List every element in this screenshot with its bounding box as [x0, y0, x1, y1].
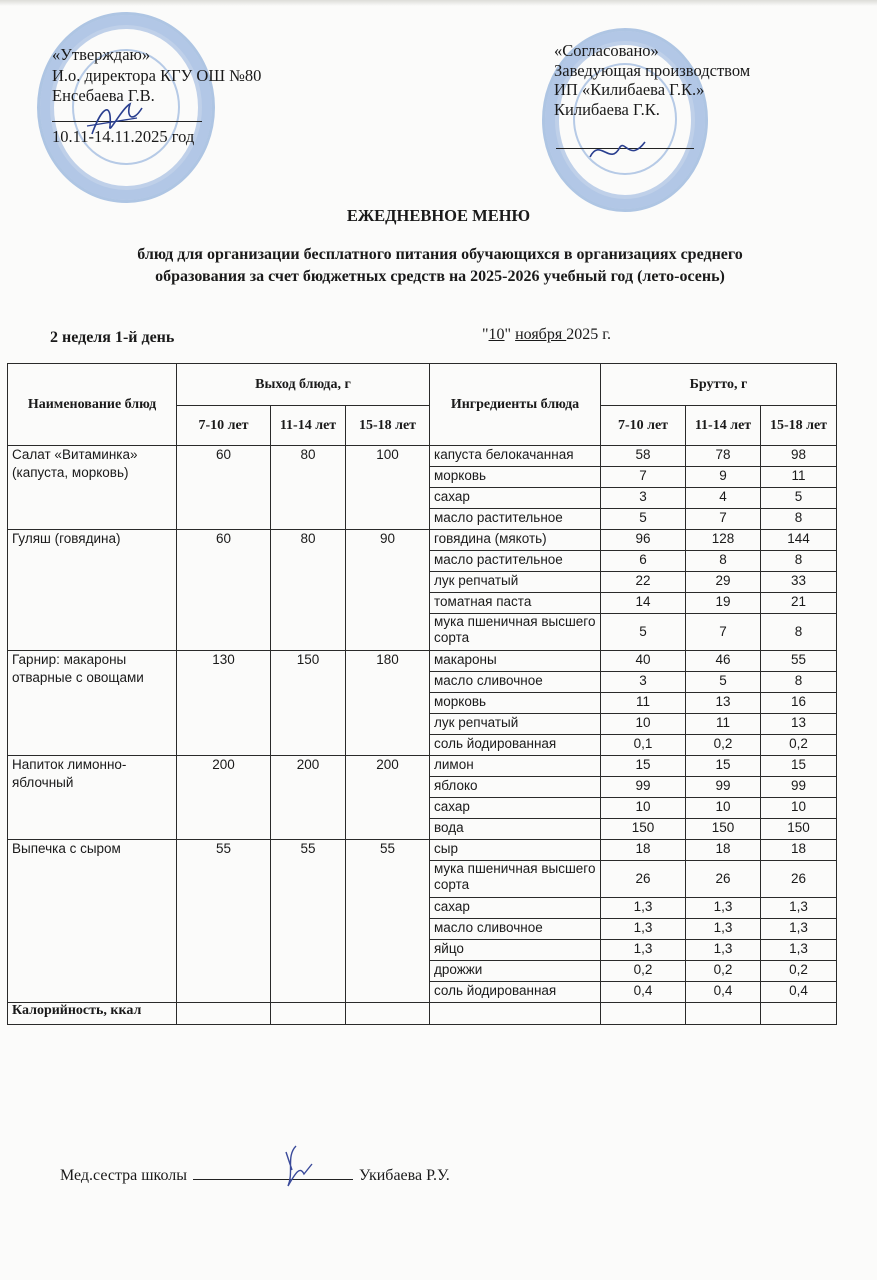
ingredient-name: дрожжи — [430, 961, 601, 982]
ingredient-gross: 99 — [761, 777, 837, 798]
subtitle-line-1: блюд для организации бесплатного питания обучающихся в организациях среднего — [137, 246, 743, 263]
dish-yield: 60 — [177, 446, 271, 530]
ingredient-name: масло растительное — [430, 551, 601, 572]
calories-cell — [430, 1003, 601, 1025]
ingredient-gross: 21 — [761, 593, 837, 614]
calories-cell — [686, 1003, 761, 1025]
ingredient-gross: 5 — [601, 509, 686, 530]
ingredient-gross: 14 — [601, 593, 686, 614]
ingredient-gross: 19 — [686, 593, 761, 614]
calories-cell — [177, 1003, 271, 1025]
ingredient-gross: 150 — [761, 819, 837, 840]
ingredient-gross: 13 — [761, 714, 837, 735]
col-yield-age-2: 11-14 лет — [271, 406, 346, 446]
ingredient-gross: 29 — [686, 572, 761, 593]
manager-signature-icon — [585, 132, 655, 172]
col-gross-age-1: 7-10 лет — [601, 406, 686, 446]
col-gross-age-3: 15-18 лет — [761, 406, 837, 446]
ingredient-gross: 150 — [601, 819, 686, 840]
ingredient-name: яблоко — [430, 777, 601, 798]
ingredient-name: масло растительное — [430, 509, 601, 530]
ingredient-name: соль йодированная — [430, 982, 601, 1003]
nurse-signature-icon — [278, 1142, 318, 1192]
dish-yield: 90 — [346, 530, 430, 651]
ingredient-gross: 1,3 — [601, 898, 686, 919]
ingredient-gross: 46 — [686, 651, 761, 672]
ingredient-gross: 5 — [761, 488, 837, 509]
subtitle-line-2: образования за счет бюджетных средств на 2025-2026 учебный год (лето-осень) — [155, 268, 725, 285]
ingredient-gross: 7 — [686, 509, 761, 530]
calories-cell — [346, 1003, 430, 1025]
ingredient-gross: 11 — [761, 467, 837, 488]
ingredient-gross: 0,4 — [601, 982, 686, 1003]
calories-cell — [601, 1003, 686, 1025]
table-row — [8, 840, 837, 861]
menu-table — [7, 363, 837, 1025]
ingredient-gross: 78 — [686, 446, 761, 467]
agreed-name: Килибаева Г.К. — [554, 99, 660, 119]
ingredient-gross: 7 — [601, 467, 686, 488]
ingredient-gross: 26 — [761, 861, 837, 898]
dish-name: Выпечка с сыром — [8, 840, 177, 1003]
ingredient-gross: 8 — [761, 509, 837, 530]
ingredient-gross: 0,2 — [761, 961, 837, 982]
ingredient-gross: 13 — [686, 693, 761, 714]
ingredient-gross: 1,3 — [686, 940, 761, 961]
calories-row — [8, 1003, 837, 1025]
ingredient-gross: 18 — [761, 840, 837, 861]
calories-cell — [761, 1003, 837, 1025]
ingredient-gross: 22 — [601, 572, 686, 593]
approve-name: Енсебаева Г.В. — [52, 86, 155, 105]
ingredient-gross: 5 — [686, 672, 761, 693]
ingredient-name: лук репчатый — [430, 572, 601, 593]
date-month: ноября — [515, 326, 567, 343]
dish-name: Напиток лимонно-яблочный — [8, 756, 177, 840]
ingredient-gross: 0,2 — [686, 735, 761, 756]
ingredient-gross: 9 — [686, 467, 761, 488]
ingredient-name: соль йодированная — [430, 735, 601, 756]
ingredient-gross: 58 — [601, 446, 686, 467]
page-top-edge — [0, 0, 877, 6]
page-title: ЕЖЕДНЕВНОЕ МЕНЮ — [346, 206, 531, 225]
nurse-role: Мед.сестра школы — [60, 1167, 188, 1184]
ingredient-gross: 18 — [686, 840, 761, 861]
ingredient-gross: 1,3 — [686, 919, 761, 940]
ingredient-name: масло сливочное — [430, 919, 601, 940]
ingredient-gross: 10 — [601, 714, 686, 735]
ingredient-gross: 15 — [686, 756, 761, 777]
dish-yield: 180 — [346, 651, 430, 756]
nurse-name: Укибаева Р.У. — [359, 1167, 450, 1184]
ingredient-name: морковь — [430, 467, 601, 488]
ingredient-name: морковь — [430, 693, 601, 714]
ingredient-gross: 7 — [686, 614, 761, 651]
agreed-label: «Согласовано» — [554, 41, 659, 60]
menu-date: "10" ноября 2025 г. — [482, 326, 611, 343]
ingredient-gross: 1,3 — [761, 898, 837, 919]
ingredient-name: сахар — [430, 488, 601, 509]
ingredient-gross: 1,3 — [601, 940, 686, 961]
ingredient-name: сахар — [430, 898, 601, 919]
ingredient-gross: 3 — [601, 488, 686, 509]
director-signature-icon — [82, 96, 152, 141]
ingredient-gross: 6 — [601, 551, 686, 572]
col-ingredients: Ингредиенты блюда — [430, 364, 601, 446]
ingredient-name: томатная паста — [430, 593, 601, 614]
dish-yield: 60 — [177, 530, 271, 651]
page-subtitle — [40, 244, 840, 288]
ingredient-gross: 144 — [761, 530, 837, 551]
ingredient-gross: 0,2 — [686, 961, 761, 982]
ingredient-gross: 8 — [761, 614, 837, 651]
ingredient-gross: 128 — [686, 530, 761, 551]
ingredient-gross: 1,3 — [761, 919, 837, 940]
ingredient-gross: 26 — [601, 861, 686, 898]
col-gross-age-2: 11-14 лет — [686, 406, 761, 446]
ingredient-name: сыр — [430, 840, 601, 861]
dish-yield: 80 — [271, 446, 346, 530]
dish-yield: 55 — [177, 840, 271, 1003]
ingredient-gross: 18 — [601, 840, 686, 861]
ingredient-gross: 99 — [686, 777, 761, 798]
ingredient-gross: 8 — [761, 551, 837, 572]
ingredient-gross: 0,1 — [601, 735, 686, 756]
agreed-position: Заведующая производством — [554, 60, 751, 80]
ingredient-gross: 0,2 — [601, 961, 686, 982]
ingredient-gross: 99 — [601, 777, 686, 798]
ingredient-name: говядина (мякоть) — [430, 530, 601, 551]
table-row — [8, 530, 837, 551]
ingredient-name: лук репчатый — [430, 714, 601, 735]
ingredient-gross: 15 — [601, 756, 686, 777]
approve-label: «Утверждаю» — [52, 45, 151, 64]
ingredient-name: сахар — [430, 798, 601, 819]
ingredient-gross: 96 — [601, 530, 686, 551]
calories-cell — [271, 1003, 346, 1025]
date-day: 10 — [488, 326, 505, 343]
dish-yield: 200 — [177, 756, 271, 840]
table-row — [8, 756, 837, 777]
ingredient-gross: 8 — [761, 672, 837, 693]
week-day-label: 2 неделя 1-й день — [50, 329, 175, 346]
ingredient-gross: 55 — [761, 651, 837, 672]
agreed-org: ИП «Килибаева Г.К.» — [554, 80, 705, 99]
dish-name: Салат «Витаминка» (капуста, морковь) — [8, 446, 177, 530]
ingredient-name: макароны — [430, 651, 601, 672]
ingredient-gross: 4 — [686, 488, 761, 509]
ingredient-name: капуста белокачанная — [430, 446, 601, 467]
ingredient-gross: 33 — [761, 572, 837, 593]
ingredient-gross: 0,2 — [761, 735, 837, 756]
ingredient-gross: 10 — [761, 798, 837, 819]
ingredient-gross: 16 — [761, 693, 837, 714]
ingredient-gross: 11 — [601, 693, 686, 714]
ingredient-gross: 98 — [761, 446, 837, 467]
col-yield-age-1: 7-10 лет — [177, 406, 271, 446]
ingredient-gross: 0,4 — [761, 982, 837, 1003]
nurse-signature-block — [60, 1165, 450, 1185]
ingredient-gross: 10 — [686, 798, 761, 819]
dish-name: Гуляш (говядина) — [8, 530, 177, 651]
ingredient-gross: 3 — [601, 672, 686, 693]
agreement-block — [554, 41, 750, 119]
ingredient-name: лимон — [430, 756, 601, 777]
ingredient-gross: 8 — [686, 551, 761, 572]
ingredient-gross: 1,3 — [686, 898, 761, 919]
table-row — [8, 446, 837, 467]
ingredient-gross: 150 — [686, 819, 761, 840]
ingredient-gross: 11 — [686, 714, 761, 735]
calories-label: Калорийность, ккал — [8, 1003, 177, 1025]
approve-position: И.о. директора КГУ ОШ №80 — [52, 65, 262, 85]
dish-yield: 80 — [271, 530, 346, 651]
dish-yield: 150 — [271, 651, 346, 756]
ingredient-gross: 15 — [761, 756, 837, 777]
date-year: 2025 г. — [566, 326, 611, 343]
nurse-signature-line — [193, 1165, 353, 1180]
col-gross: Брутто, г — [601, 364, 837, 406]
ingredient-name: мука пшеничная высшего сорта — [430, 614, 601, 651]
ingredient-name: яйцо — [430, 940, 601, 961]
dish-yield: 55 — [271, 840, 346, 1003]
ingredient-gross: 0,4 — [686, 982, 761, 1003]
dish-yield: 100 — [346, 446, 430, 530]
table-row — [8, 651, 837, 672]
ingredient-gross: 10 — [601, 798, 686, 819]
ingredient-name: мука пшеничная высшего сорта — [430, 861, 601, 898]
dish-name: Гарнир: макароны отварные с овощами — [8, 651, 177, 756]
ingredient-name: вода — [430, 819, 601, 840]
ingredient-gross: 1,3 — [601, 919, 686, 940]
ingredient-gross: 40 — [601, 651, 686, 672]
col-dish-name: Наименование блюд — [8, 364, 177, 446]
ingredient-gross: 1,3 — [761, 940, 837, 961]
col-yield-age-3: 15-18 лет — [346, 406, 430, 446]
approve-period: 10.11-14.11.2025 год — [52, 127, 195, 146]
dish-yield: 200 — [271, 756, 346, 840]
col-yield: Выход блюда, г — [177, 364, 430, 406]
ingredient-gross: 26 — [686, 861, 761, 898]
dish-yield: 55 — [346, 840, 430, 1003]
ingredient-gross: 5 — [601, 614, 686, 651]
dish-yield: 130 — [177, 651, 271, 756]
dish-yield: 200 — [346, 756, 430, 840]
ingredient-name: масло сливочное — [430, 672, 601, 693]
